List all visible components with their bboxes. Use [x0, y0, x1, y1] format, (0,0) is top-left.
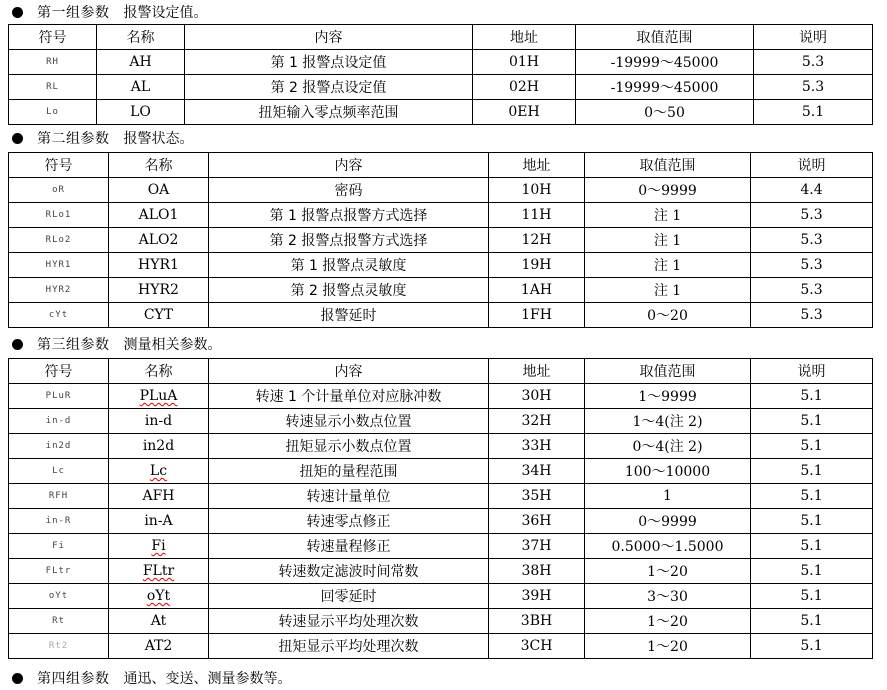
param-name-text: FLtr	[142, 563, 175, 579]
cell-name: in-A	[109, 509, 209, 534]
cell-range: 1	[585, 484, 751, 509]
cell-content: 扭矩显示小数点位置	[209, 434, 489, 459]
cell-content: 扭矩的量程范围	[209, 459, 489, 484]
cell-address: 30H	[489, 384, 585, 409]
cell-symbol: RLo1	[9, 203, 109, 228]
cell-content: 转速计量单位	[209, 484, 489, 509]
table-row	[9, 384, 873, 409]
cell-range: 0～20	[585, 303, 751, 328]
cell-content: 第 1 报警点灵敏度	[209, 253, 489, 278]
cell-range: -19999～45000	[576, 75, 754, 100]
column-header-range: 取值范围	[576, 25, 754, 50]
cell-content: 第 2 报警点灵敏度	[209, 278, 489, 303]
section-subtitle: 报警设定值。	[123, 5, 208, 21]
cell-content: 第 1 报警点报警方式选择	[209, 203, 489, 228]
header-row	[9, 153, 873, 178]
cell-symbol: Lc	[9, 459, 109, 484]
cell-note: 5.3	[751, 203, 873, 228]
table-row	[9, 409, 873, 434]
cell-range: 0.5000～1.5000	[585, 534, 751, 559]
cell-name	[109, 459, 209, 484]
cell-range: 0～9999	[585, 509, 751, 534]
cell-note: 5.3	[751, 253, 873, 278]
table-row	[9, 178, 873, 203]
cell-range: 注 1	[585, 253, 751, 278]
bullet-icon	[12, 7, 23, 18]
column-header-note: 说明	[751, 153, 873, 178]
cell-range: 1～20	[585, 609, 751, 634]
cell-name	[109, 559, 209, 584]
param-table-alarm-setpoints	[8, 24, 873, 125]
cell-note: 5.1	[751, 509, 873, 534]
cell-name: At	[109, 609, 209, 634]
cell-name: AT2	[109, 634, 209, 659]
cell-address: 1AH	[489, 278, 585, 303]
cell-address: 38H	[489, 559, 585, 584]
cell-note: 5.3	[751, 228, 873, 253]
cell-note: 5.1	[751, 634, 873, 659]
cell-symbol: Lo	[9, 100, 97, 125]
section-title: 第三组参数	[37, 337, 110, 353]
cell-name: LO	[97, 100, 185, 125]
column-header-note: 说明	[754, 25, 873, 50]
section-subtitle: 测量相关参数。	[123, 337, 222, 353]
cell-symbol: HYR2	[9, 278, 109, 303]
cell-range: 3～30	[585, 584, 751, 609]
cell-range: 注 1	[585, 278, 751, 303]
cell-address: 37H	[489, 534, 585, 559]
cell-content: 第 2 报警点设定值	[185, 75, 473, 100]
cell-note: 5.1	[751, 534, 873, 559]
cell-address: 33H	[489, 434, 585, 459]
cell-address: 0EH	[473, 100, 576, 125]
cell-note: 5.1	[751, 584, 873, 609]
cell-address: 34H	[489, 459, 585, 484]
table-row	[9, 278, 873, 303]
table-row	[9, 253, 873, 278]
bullet-icon	[12, 133, 23, 144]
column-header-address: 地址	[473, 25, 576, 50]
cell-content: 转速 1 个计量单位对应脉冲数	[209, 384, 489, 409]
cell-note: 5.3	[751, 278, 873, 303]
cell-address: 19H	[489, 253, 585, 278]
cell-address: 02H	[473, 75, 576, 100]
table-row	[9, 509, 873, 534]
cell-symbol: cYt	[9, 303, 109, 328]
cell-note: 5.3	[754, 50, 873, 75]
cell-content: 报警延时	[209, 303, 489, 328]
section-title: 第四组参数	[37, 671, 110, 687]
cell-note: 4.4	[751, 178, 873, 203]
param-name-text: Lc	[149, 463, 168, 479]
header-row	[9, 359, 873, 384]
cell-symbol: Rt2	[9, 634, 109, 659]
table-row	[9, 484, 873, 509]
cell-content: 密码	[209, 178, 489, 203]
cell-note: 5.3	[751, 303, 873, 328]
section-heading-4	[0, 666, 292, 690]
cell-content: 第 1 报警点设定值	[185, 50, 473, 75]
column-header-address: 地址	[489, 153, 585, 178]
cell-note: 5.3	[754, 75, 873, 100]
cell-note: 5.1	[751, 409, 873, 434]
cell-symbol: RLo2	[9, 228, 109, 253]
cell-range: 0～9999	[585, 178, 751, 203]
param-name-text: Fi	[151, 538, 166, 554]
cell-content: 转速零点修正	[209, 509, 489, 534]
cell-name: HYR1	[109, 253, 209, 278]
cell-name	[109, 534, 209, 559]
column-header-name: 名称	[97, 25, 185, 50]
cell-symbol: PLuR	[9, 384, 109, 409]
column-header-content: 内容	[185, 25, 473, 50]
section-heading-1	[0, 0, 208, 24]
cell-content: 回零延时	[209, 584, 489, 609]
cell-content: 第 2 报警点报警方式选择	[209, 228, 489, 253]
cell-name: HYR2	[109, 278, 209, 303]
cell-address: 3BH	[489, 609, 585, 634]
column-header-symbol: 符号	[9, 153, 109, 178]
cell-range: -19999～45000	[576, 50, 754, 75]
cell-symbol: FLtr	[9, 559, 109, 584]
header-row	[9, 25, 873, 50]
cell-name: AL	[97, 75, 185, 100]
param-name-text: oYt	[146, 588, 171, 604]
table-row	[9, 228, 873, 253]
section-title: 第一组参数	[37, 5, 110, 21]
table-row	[9, 534, 873, 559]
cell-name: in2d	[109, 434, 209, 459]
bullet-icon	[12, 673, 23, 684]
cell-range: 1～20	[585, 559, 751, 584]
table-row	[9, 609, 873, 634]
column-header-content: 内容	[209, 359, 489, 384]
table-row	[9, 50, 873, 75]
cell-symbol: oR	[9, 178, 109, 203]
cell-symbol: in-R	[9, 509, 109, 534]
cell-name: in-d	[109, 409, 209, 434]
table-row	[9, 434, 873, 459]
cell-range: 注 1	[585, 228, 751, 253]
cell-address: 32H	[489, 409, 585, 434]
column-header-symbol: 符号	[9, 25, 97, 50]
column-header-note: 说明	[751, 359, 873, 384]
cell-symbol: RL	[9, 75, 97, 100]
column-header-address: 地址	[489, 359, 585, 384]
cell-note: 5.1	[751, 609, 873, 634]
cell-range: 1～9999	[585, 384, 751, 409]
cell-content: 转速显示小数点位置	[209, 409, 489, 434]
cell-range: 0～4(注 2)	[585, 434, 751, 459]
cell-address: 1FH	[489, 303, 585, 328]
cell-note: 5.1	[751, 434, 873, 459]
param-table-alarm-status	[8, 152, 873, 328]
cell-range: 1～20	[585, 634, 751, 659]
table-row	[9, 75, 873, 100]
table-row	[9, 634, 873, 659]
param-table-measurement	[8, 358, 873, 659]
table-row	[9, 203, 873, 228]
cell-note: 5.1	[751, 459, 873, 484]
table-row	[9, 584, 873, 609]
column-header-range: 取值范围	[585, 359, 751, 384]
cell-address: 36H	[489, 509, 585, 534]
param-name-text: PLuA	[139, 388, 178, 404]
column-header-content: 内容	[209, 153, 489, 178]
cell-symbol: RFH	[9, 484, 109, 509]
cell-note: 5.1	[751, 384, 873, 409]
cell-address: 11H	[489, 203, 585, 228]
cell-name: ALO2	[109, 228, 209, 253]
cell-symbol: in2d	[9, 434, 109, 459]
column-header-symbol: 符号	[9, 359, 109, 384]
cell-note: 5.1	[751, 559, 873, 584]
table-row	[9, 459, 873, 484]
table-row	[9, 303, 873, 328]
cell-content: 转速量程修正	[209, 534, 489, 559]
cell-symbol: Rt	[9, 609, 109, 634]
cell-range: 0～50	[576, 100, 754, 125]
section-title: 第二组参数	[37, 131, 110, 147]
cell-content: 扭矩显示平均处理次数	[209, 634, 489, 659]
cell-content: 扭矩输入零点频率范围	[185, 100, 473, 125]
cell-name: OA	[109, 178, 209, 203]
section-subtitle: 报警状态。	[123, 131, 194, 147]
cell-symbol: in-d	[9, 409, 109, 434]
cell-address: 3CH	[489, 634, 585, 659]
table-row	[9, 559, 873, 584]
column-header-range: 取值范围	[585, 153, 751, 178]
cell-address: 01H	[473, 50, 576, 75]
cell-address: 10H	[489, 178, 585, 203]
cell-note: 5.1	[751, 484, 873, 509]
bullet-icon	[12, 339, 23, 350]
cell-content: 转速数定滤波时间常数	[209, 559, 489, 584]
section-heading-2	[0, 126, 194, 150]
cell-address: 35H	[489, 484, 585, 509]
cell-symbol: RH	[9, 50, 97, 75]
cell-range: 1～4(注 2)	[585, 409, 751, 434]
section-subtitle: 通迅、变送、测量参数等。	[123, 671, 292, 687]
cell-name	[109, 584, 209, 609]
cell-content: 转速显示平均处理次数	[209, 609, 489, 634]
column-header-name: 名称	[109, 359, 209, 384]
section-heading-3	[0, 332, 222, 356]
cell-symbol: HYR1	[9, 253, 109, 278]
cell-range: 100～10000	[585, 459, 751, 484]
table-row	[9, 100, 873, 125]
cell-name: ALO1	[109, 203, 209, 228]
cell-symbol: oYt	[9, 584, 109, 609]
cell-name: AH	[97, 50, 185, 75]
cell-name: CYT	[109, 303, 209, 328]
cell-address: 12H	[489, 228, 585, 253]
cell-range: 注 1	[585, 203, 751, 228]
column-header-name: 名称	[109, 153, 209, 178]
cell-symbol: Fi	[9, 534, 109, 559]
cell-name	[109, 384, 209, 409]
cell-address: 39H	[489, 584, 585, 609]
cell-note: 5.1	[754, 100, 873, 125]
cell-name: AFH	[109, 484, 209, 509]
